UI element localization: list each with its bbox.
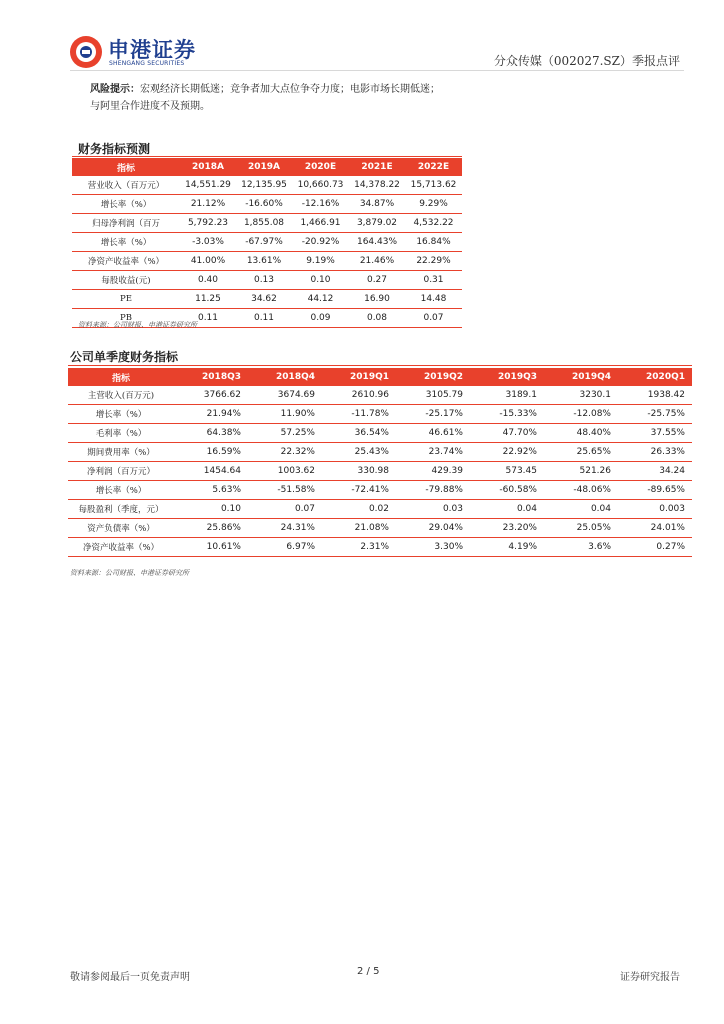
- column-header: 指标: [72, 158, 180, 176]
- table-cell: 1938.42: [618, 386, 692, 405]
- table-cell: 573.45: [470, 462, 544, 481]
- column-header: 2019A: [236, 158, 292, 176]
- row-label: 主营收入(百万元): [68, 386, 174, 405]
- header-divider: [70, 70, 684, 71]
- table-cell: 16.59%: [174, 443, 248, 462]
- row-label: PE: [72, 290, 180, 309]
- table-cell: 10,660.73: [292, 176, 349, 195]
- table-row: [72, 176, 462, 195]
- table-cell: 2.31%: [322, 538, 396, 557]
- table-cell: 0.07: [405, 309, 462, 328]
- table-cell: 1003.62: [248, 462, 322, 481]
- row-label: 净资产收益率（%）: [68, 538, 174, 557]
- column-header: 2020E: [292, 158, 349, 176]
- table-cell: -20.92%: [292, 233, 349, 252]
- table-cell: 25.86%: [174, 519, 248, 538]
- forecast-source: 资料来源：公司财报、申港证券研究所: [78, 321, 197, 329]
- forecast-table: [72, 158, 462, 328]
- table-cell: 21.46%: [349, 252, 405, 271]
- row-label: 增长率（%）: [72, 195, 180, 214]
- table-cell: 4,532.22: [405, 214, 462, 233]
- table-cell: 26.33%: [618, 443, 692, 462]
- table-cell: 0.11: [180, 309, 236, 328]
- table-cell: 0.27: [349, 271, 405, 290]
- table-cell: 0.02: [322, 500, 396, 519]
- column-header: 2020Q1: [618, 368, 692, 386]
- table-cell: 24.31%: [248, 519, 322, 538]
- table-cell: 21.12%: [180, 195, 236, 214]
- column-header: 2022E: [405, 158, 462, 176]
- risk-notice: [90, 81, 690, 115]
- table-cell: 1,466.91: [292, 214, 349, 233]
- table-cell: 25.05%: [544, 519, 618, 538]
- table-row: [72, 233, 462, 252]
- table-cell: -11.78%: [322, 405, 396, 424]
- table-row: [68, 500, 692, 519]
- row-label: 净资产收益率（%）: [72, 252, 180, 271]
- table-cell: 0.07: [248, 500, 322, 519]
- table-cell: 0.04: [470, 500, 544, 519]
- table-cell: 12,135.95: [236, 176, 292, 195]
- table-cell: 5.63%: [174, 481, 248, 500]
- footer-doc-type: 证券研究报告: [620, 972, 680, 983]
- table-cell: 21.08%: [322, 519, 396, 538]
- table-cell: -67.97%: [236, 233, 292, 252]
- table-cell: 5,792.23: [180, 214, 236, 233]
- column-header: 2021E: [349, 158, 405, 176]
- table-cell: 57.25%: [248, 424, 322, 443]
- quarterly-source: 资料来源：公司财报、申港证券研究所: [70, 569, 189, 577]
- table-row: [68, 443, 692, 462]
- table-cell: 16.90: [349, 290, 405, 309]
- row-label: 期间费用率（%）: [68, 443, 174, 462]
- table-cell: 41.00%: [180, 252, 236, 271]
- row-label: 每股收益(元): [72, 271, 180, 290]
- table-row: [72, 290, 462, 309]
- table-cell: 23.20%: [470, 519, 544, 538]
- table-cell: 36.54%: [322, 424, 396, 443]
- table-cell: 24.01%: [618, 519, 692, 538]
- table-cell: 3,879.02: [349, 214, 405, 233]
- risk-text: 宏观经济长期低迷；竞争者加大点位争夺力度；电影市场长期低迷；: [140, 84, 440, 95]
- row-label: 毛利率（%）: [68, 424, 174, 443]
- table-cell: 21.94%: [174, 405, 248, 424]
- brand-name-en: SHENGANG SECURITIES: [109, 60, 185, 67]
- footer-disclaimer: 敬请参阅最后一页免责声明: [70, 972, 190, 983]
- table-cell: 0.003: [618, 500, 692, 519]
- table-cell: -15.33%: [470, 405, 544, 424]
- table-cell: 47.70%: [470, 424, 544, 443]
- table-cell: 9.29%: [405, 195, 462, 214]
- table-cell: -51.58%: [248, 481, 322, 500]
- table-row: [68, 481, 692, 500]
- table-cell: 4.19%: [470, 538, 544, 557]
- row-label: 增长率（%）: [68, 405, 174, 424]
- table-cell: 15,713.62: [405, 176, 462, 195]
- table-row: [68, 424, 692, 443]
- row-label: 每股盈利（季度，元）: [68, 500, 174, 519]
- table-header-row: [72, 158, 462, 176]
- table-cell: 14.48: [405, 290, 462, 309]
- table-cell: 6.97%: [248, 538, 322, 557]
- table-cell: -12.08%: [544, 405, 618, 424]
- row-label: 增长率（%）: [68, 481, 174, 500]
- table-cell: 11.25: [180, 290, 236, 309]
- risk-label: 风险提示：: [90, 84, 140, 95]
- table-cell: 3189.1: [470, 386, 544, 405]
- risk-text-2: 与阿里合作进度不及预期。: [90, 101, 210, 112]
- table-cell: 0.03: [396, 500, 470, 519]
- table-cell: 3674.69: [248, 386, 322, 405]
- table-row: [72, 271, 462, 290]
- table-cell: 14,378.22: [349, 176, 405, 195]
- column-header: 2018A: [180, 158, 236, 176]
- table-cell: 25.43%: [322, 443, 396, 462]
- quarterly-title-rule: [68, 365, 692, 366]
- table-cell: -3.03%: [180, 233, 236, 252]
- table-cell: 13.61%: [236, 252, 292, 271]
- row-label: 营业收入（百万元）: [72, 176, 180, 195]
- table-cell: 29.04%: [396, 519, 470, 538]
- table-header-row: [68, 368, 692, 386]
- column-header: 2019Q2: [396, 368, 470, 386]
- table-cell: 0.13: [236, 271, 292, 290]
- table-cell: 34.62: [236, 290, 292, 309]
- table-cell: 64.38%: [174, 424, 248, 443]
- table-cell: 3766.62: [174, 386, 248, 405]
- table-cell: 330.98: [322, 462, 396, 481]
- brand-name-cn: 申港证券: [108, 38, 196, 62]
- table-cell: 22.32%: [248, 443, 322, 462]
- table-cell: 0.09: [292, 309, 349, 328]
- column-header: 2019Q4: [544, 368, 618, 386]
- table-cell: 16.84%: [405, 233, 462, 252]
- row-label: 增长率（%）: [72, 233, 180, 252]
- row-label: PB: [72, 309, 180, 328]
- table-cell: 48.40%: [544, 424, 618, 443]
- table-cell: 34.87%: [349, 195, 405, 214]
- table-cell: 164.43%: [349, 233, 405, 252]
- row-label: 净利润（百万元）: [68, 462, 174, 481]
- table-cell: 34.24: [618, 462, 692, 481]
- table-cell: 0.10: [292, 271, 349, 290]
- column-header: 2019Q3: [470, 368, 544, 386]
- table-cell: -25.17%: [396, 405, 470, 424]
- company-logo: [70, 36, 220, 72]
- table-cell: 0.31: [405, 271, 462, 290]
- table-cell: -72.41%: [322, 481, 396, 500]
- table-cell: -60.58%: [470, 481, 544, 500]
- table-cell: 25.65%: [544, 443, 618, 462]
- table-cell: 10.61%: [174, 538, 248, 557]
- table-cell: 44.12: [292, 290, 349, 309]
- table-cell: 1,855.08: [236, 214, 292, 233]
- table-cell: 3230.1: [544, 386, 618, 405]
- forecast-title: 财务指标预测: [78, 142, 151, 156]
- table-cell: 521.26: [544, 462, 618, 481]
- table-row: [68, 462, 692, 481]
- table-cell: 0.04: [544, 500, 618, 519]
- table-cell: 22.29%: [405, 252, 462, 271]
- table-cell: 11.90%: [248, 405, 322, 424]
- report-title: 分众传媒（002027.SZ）季报点评: [493, 54, 680, 68]
- table-cell: 0.08: [349, 309, 405, 328]
- table-cell: 2610.96: [322, 386, 396, 405]
- column-header: 2018Q3: [174, 368, 248, 386]
- table-cell: 9.19%: [292, 252, 349, 271]
- column-header: 指标: [68, 368, 174, 386]
- table-cell: 37.55%: [618, 424, 692, 443]
- table-row: [68, 405, 692, 424]
- table-cell: 3105.79: [396, 386, 470, 405]
- column-header: 2019Q1: [322, 368, 396, 386]
- table-cell: -25.75%: [618, 405, 692, 424]
- row-label: 归母净利润（百万: [72, 214, 180, 233]
- table-cell: 3.6%: [544, 538, 618, 557]
- forecast-title-rule: [72, 156, 462, 157]
- table-cell: -79.88%: [396, 481, 470, 500]
- table-row: [68, 386, 692, 405]
- table-cell: 23.74%: [396, 443, 470, 462]
- table-cell: 46.61%: [396, 424, 470, 443]
- table-cell: 14,551.29: [180, 176, 236, 195]
- table-cell: -16.60%: [236, 195, 292, 214]
- table-cell: -12.16%: [292, 195, 349, 214]
- table-row: [68, 519, 692, 538]
- quarterly-table: [68, 368, 692, 557]
- table-cell: -48.06%: [544, 481, 618, 500]
- table-row: [68, 538, 692, 557]
- row-label: 资产负债率（%）: [68, 519, 174, 538]
- table-cell: 3.30%: [396, 538, 470, 557]
- table-cell: 0.27%: [618, 538, 692, 557]
- table-row: [72, 214, 462, 233]
- table-cell: -89.65%: [618, 481, 692, 500]
- page-number: 2 / 5: [357, 966, 380, 977]
- table-cell: 0.40: [180, 271, 236, 290]
- table-cell: 1454.64: [174, 462, 248, 481]
- table-cell: 429.39: [396, 462, 470, 481]
- column-header: 2018Q4: [248, 368, 322, 386]
- table-cell: 0.11: [236, 309, 292, 328]
- table-row: [72, 252, 462, 271]
- table-row: [72, 195, 462, 214]
- table-cell: 0.10: [174, 500, 248, 519]
- quarterly-title: 公司单季度财务指标: [70, 350, 179, 364]
- logo-emblem-icon: [70, 36, 102, 68]
- table-cell: 22.92%: [470, 443, 544, 462]
